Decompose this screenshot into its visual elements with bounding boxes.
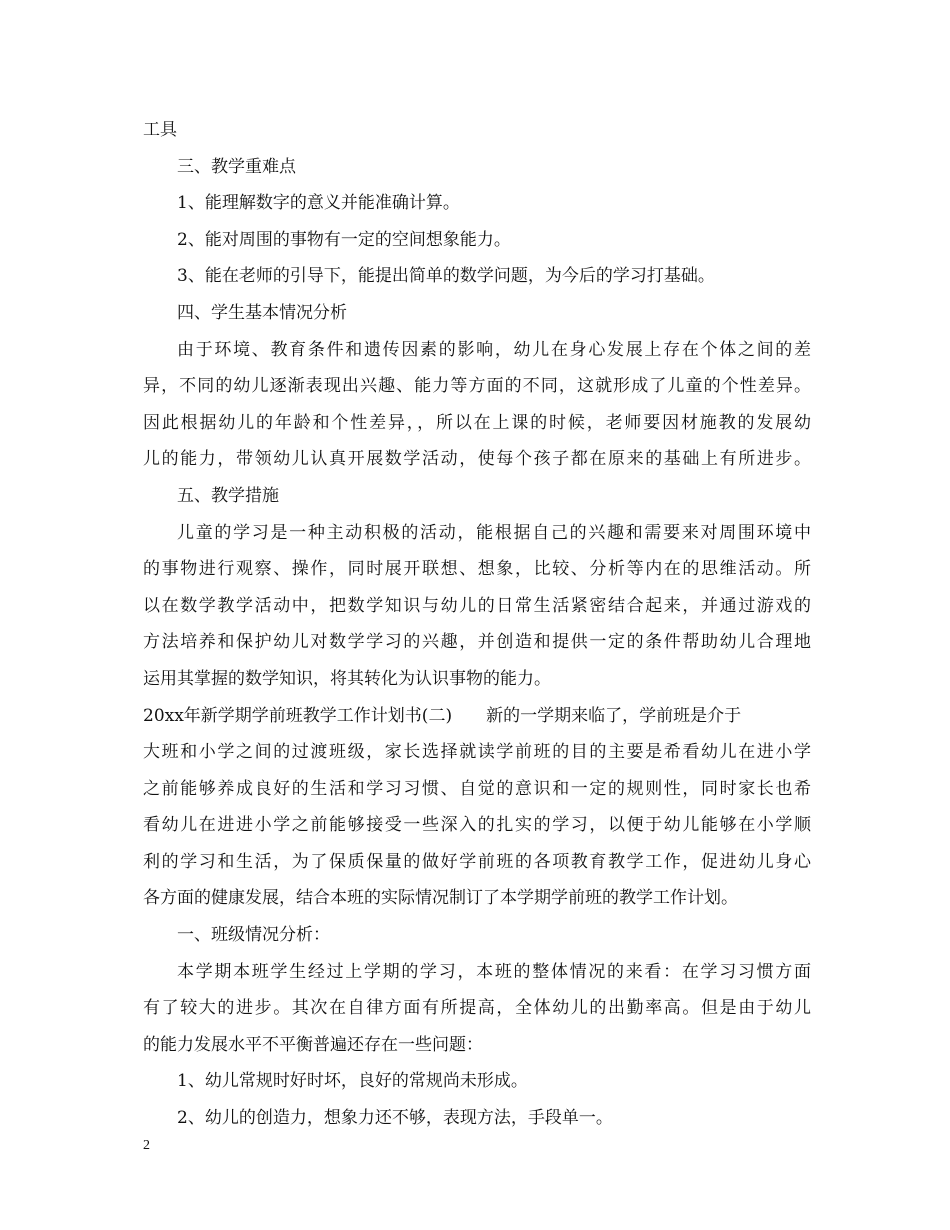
paragraph-line: 有了较大的进步。其次在自律方面有所提高，全体幼儿的出勤率高。但是由于幼儿 <box>143 998 811 1019</box>
list-item: 3、能在老师的引导下，能提出简单的数学问题，为今后的学习打基础。 <box>177 266 715 287</box>
list-item: 1、幼儿常规时好时坏，良好的常规尚未形成。 <box>177 1071 528 1092</box>
paragraph-line: 的能力发展水平不平衡普遍还存在一些问题： <box>143 1034 483 1055</box>
list-item: 1、能理解数字的意义并能准确计算。 <box>177 193 460 214</box>
paragraph-line: 本学期本班学生经过上学期的学习，本班的整体情况的来看：在学习习惯方面 <box>177 961 811 982</box>
paragraph-line: 看幼儿在进进小学之前能够接受一些深入的扎实的学习，以便于幼儿能够在小学顺 <box>143 815 811 836</box>
paragraph-line: 异，不同的幼儿逐渐表现出兴趣、能力等方面的不同，这就形成了儿童的个性差异。 <box>143 376 811 397</box>
text-line: 工具 <box>143 120 177 140</box>
paragraph-line: 之前能够养成良好的生活和学习习惯、自觉的意识和一定的规则性，同时家长也希 <box>143 778 811 799</box>
list-item: 2、能对周围的事物有一定的空间想象能力。 <box>177 229 511 250</box>
paragraph-line: 方法培养和保护幼儿对数学学习的兴趣，并创造和提供一定的条件帮助幼儿合理地 <box>143 632 811 653</box>
paragraph-line: 以在数学教学活动中，把数学知识与幼儿的日常生活紧密结合起来，并通过游戏的 <box>143 595 811 616</box>
page-number: 2 <box>143 1138 150 1153</box>
paragraph-line: 运用其掌握的数学知识，将其转化为认识事物的能力。 <box>143 668 551 689</box>
paragraph-line: 各方面的健康发展，结合本班的实际情况制订了本学期学前班的教学工作计划。 <box>143 888 738 909</box>
paragraph-line: 大班和小学之间的过渡班级，家长选择就读学前班的目的主要是希看幼儿在进小学 <box>143 742 811 763</box>
paragraph-line: 由于环境、教育条件和遗传因素的影响，幼儿在身心发展上存在个体之间的差 <box>177 339 811 360</box>
section-heading: 一、班级情况分析： <box>177 925 330 946</box>
paragraph-line: 的事物进行观察、操作，同时展开联想、想象，比较、分析等内在的思维活动。所 <box>143 559 811 580</box>
section-heading: 五、教学措施 <box>177 485 279 506</box>
section-heading: 三、教学重难点 <box>177 156 296 177</box>
list-item: 2、幼儿的创造力，想象力还不够，表现方法，手段单一。 <box>177 1108 613 1129</box>
paragraph-line: 利的学习和生活，为了保质保量的做好学前班的各项教育教学工作，促进幼儿身心 <box>143 851 811 872</box>
body-text <box>143 112 811 1137</box>
paragraph-line: 因此根据幼儿的年龄和个性差异，，所以在上课的时候，老师要因材施教的发展幼 <box>143 412 811 433</box>
paragraph-line: 儿童的学习是一种主动积极的活动，能根据自己的兴趣和需要来对周围环境中 <box>177 522 811 543</box>
paragraph-line: 儿的能力，带领幼儿认真开展数学活动，使每个孩子都在原来的基础上有所进步。 <box>143 449 811 470</box>
paragraph-line: 20xx年新学期学前班教学工作计划书(二) 新的一学期来临了，学前班是介于 <box>143 705 742 726</box>
section-heading: 四、学生基本情况分析 <box>177 302 347 323</box>
